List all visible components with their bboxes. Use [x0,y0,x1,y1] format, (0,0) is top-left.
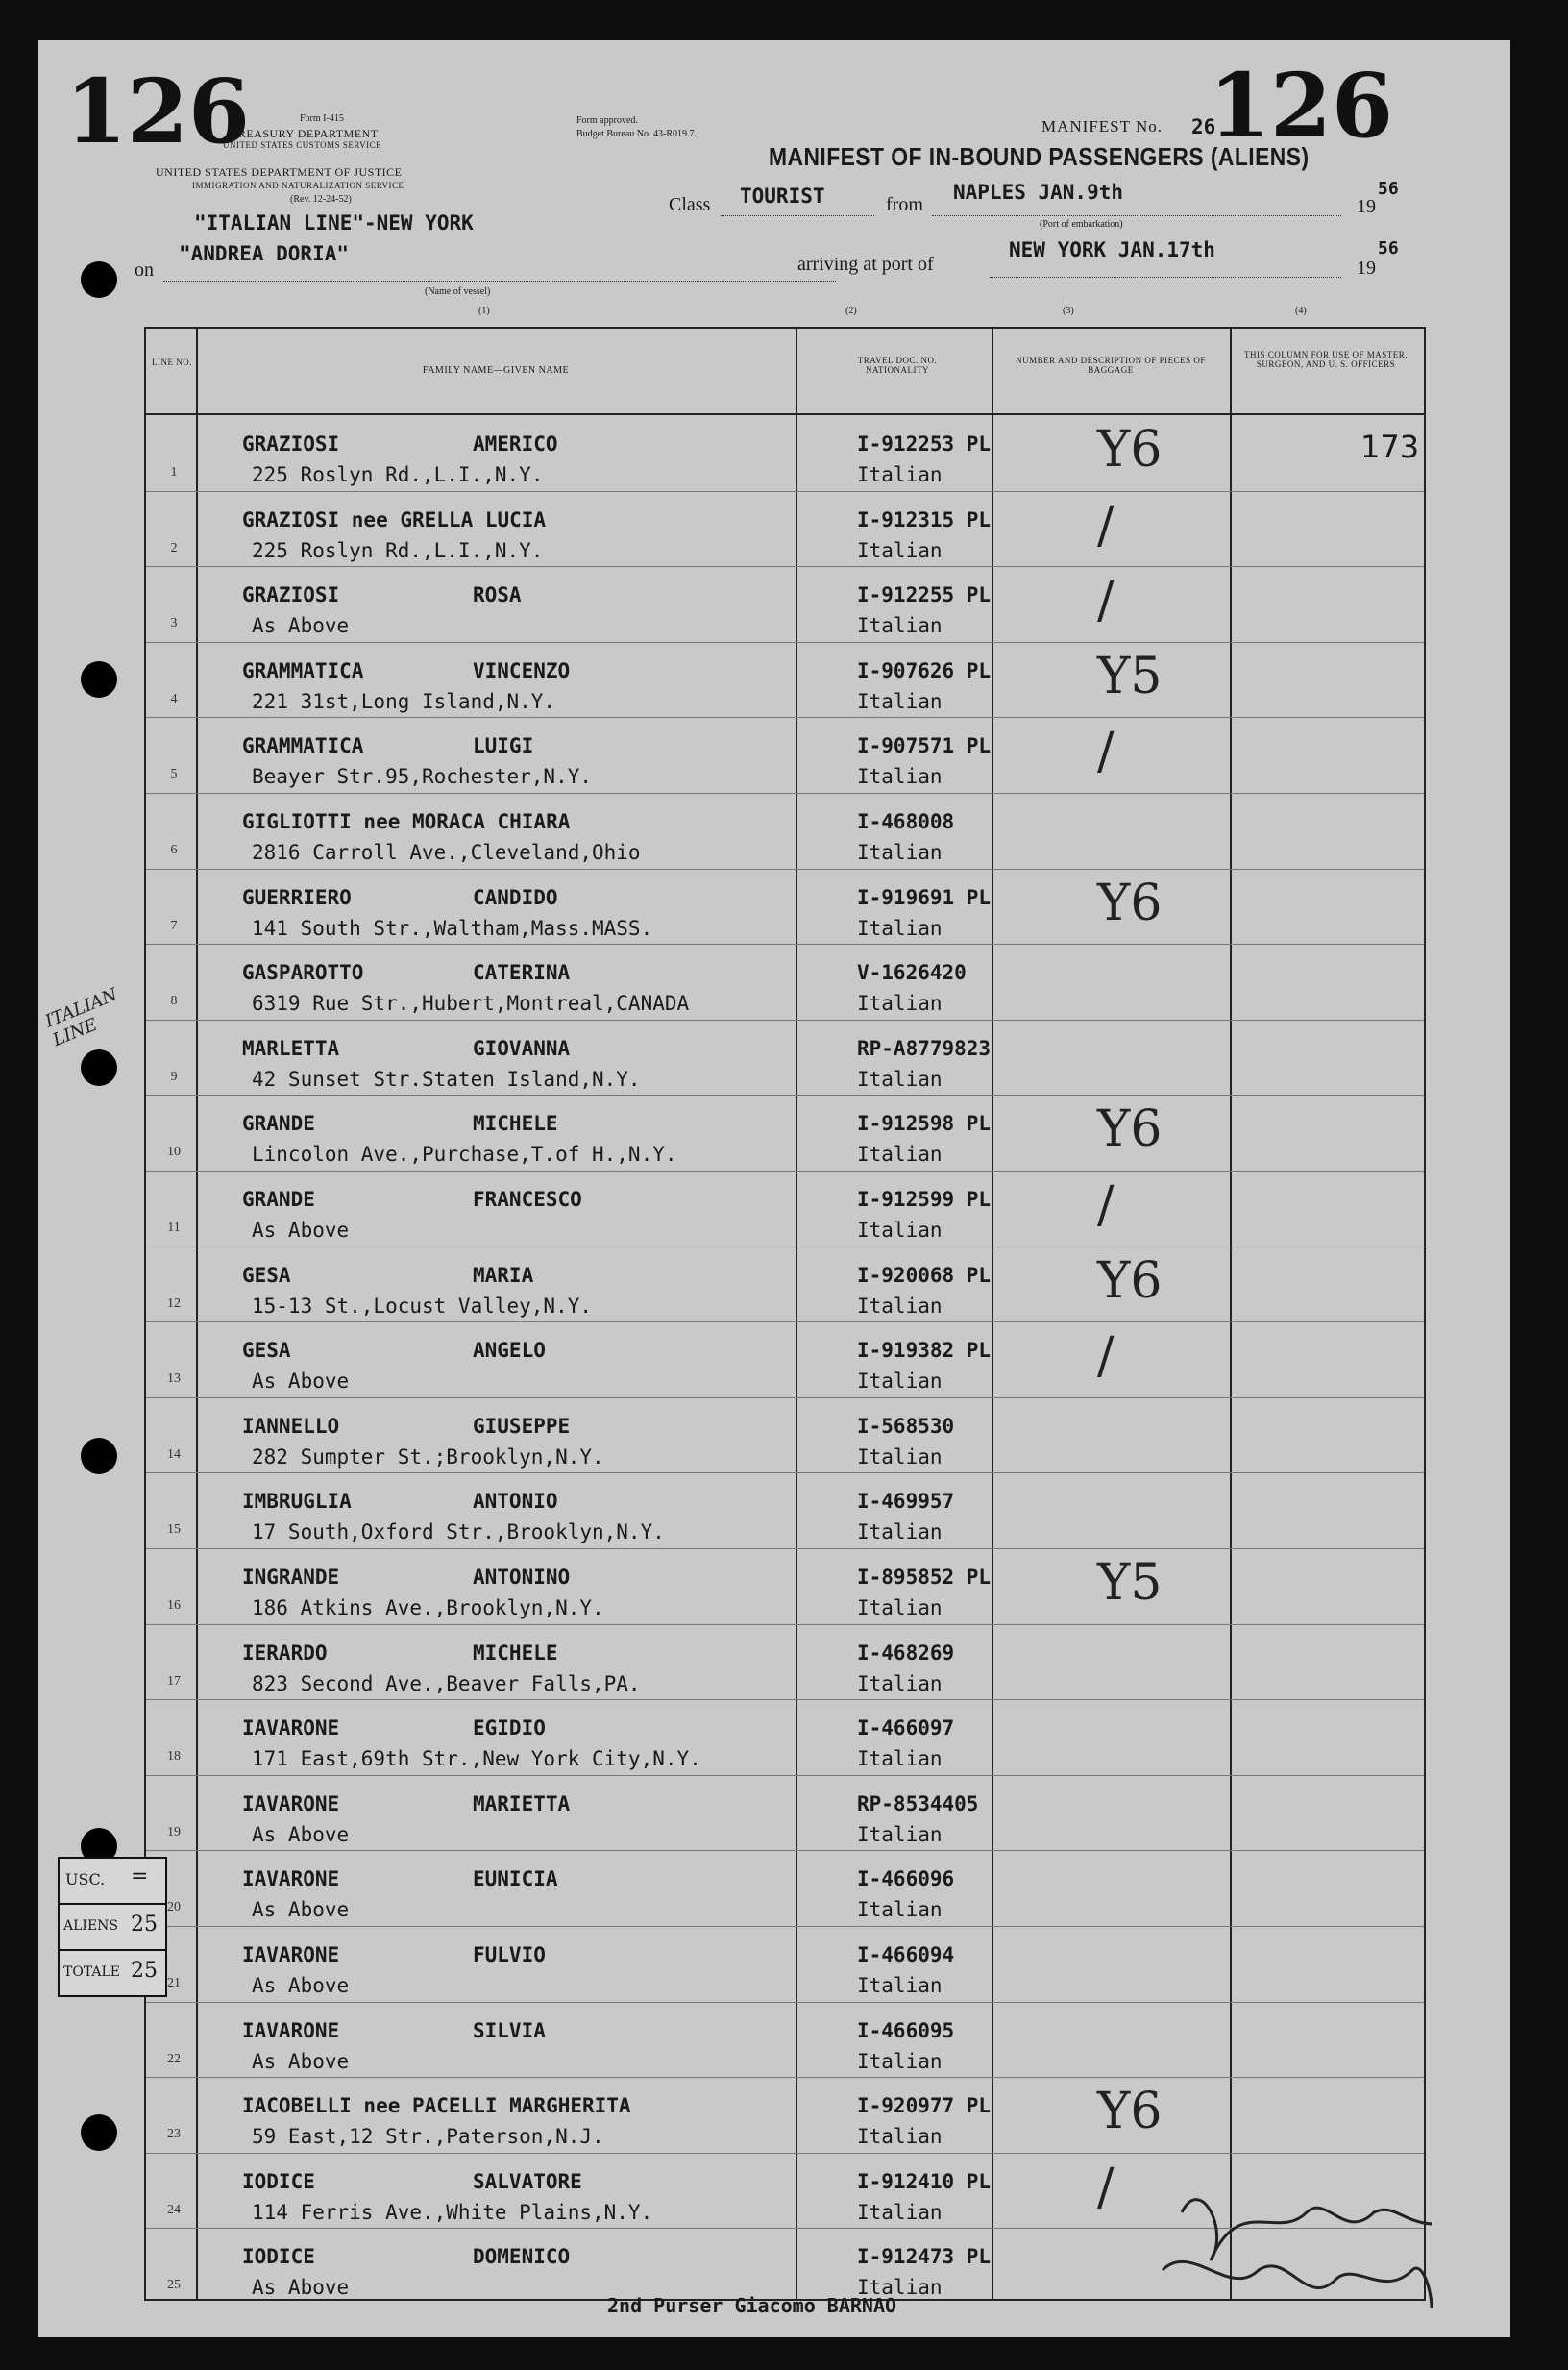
manifest-page [38,40,1510,2337]
line-number: 2 [170,540,178,555]
table-row [146,566,1424,643]
class-value: TOURIST [740,185,825,208]
given-name: SILVIA [473,2018,546,2042]
tally-usc-label: USC. [65,1870,106,1889]
year-prefix: 19 [1357,196,1376,217]
family-name: IAVARONE [242,2018,340,2042]
year-value-2: 56 [1378,238,1399,259]
nationality: Italian [857,1822,943,1846]
travel-doc: RP-8534405 [857,1791,979,1815]
officer-signature [1143,2155,1451,2328]
given-name: AMERICO [473,432,558,456]
purser-signature-line: 2nd Purser Giacomo BARNAO [607,2294,897,2317]
nationality: Italian [857,1294,943,1318]
tally-aliens [58,1903,167,1951]
table-row [146,717,1424,794]
travel-doc: I-919382 PL [857,1339,992,1363]
family-name: GRAZIOSI nee GRELLA LUCIA [242,507,547,531]
travel-doc: I-568530 [857,1414,955,1438]
vessel-underline [163,281,836,282]
family-name: GESA [242,1339,291,1363]
family-name: GRAZIOSI [242,432,340,456]
address: 221 31st,Long Island,N.Y. [252,689,556,713]
baggage-mark: / [1097,723,1115,781]
table-row [146,1020,1424,1097]
table-row [146,2077,1424,2154]
line-number: 16 [167,1598,181,1613]
revision-label: (Rev. 12-24-52) [290,194,352,205]
address: As Above [252,614,350,638]
given-name: VINCENZO [473,658,571,682]
address: As Above [252,1898,350,1922]
given-name: CANDIDO [473,885,558,909]
line-number: 7 [170,918,178,933]
address: 42 Sunset Str.Staten Island,N.Y. [252,1067,641,1091]
nationality: Italian [857,1898,943,1922]
family-name: IODICE [242,2169,315,2193]
address: As Above [252,1219,350,1242]
col-header-line-no: LINE NO. [152,358,192,367]
travel-doc: I-466095 [857,2018,955,2042]
address: As Above [252,1974,350,1997]
travel-doc: I-466096 [857,1867,955,1891]
tally-aliens-label: ALIENS [63,1918,118,1934]
col-number-1: (1) [478,306,490,316]
travel-doc: RP-A8779823 [857,1036,992,1060]
travel-doc: I-895852 PL [857,1566,992,1589]
table-row [146,793,1424,870]
travel-doc: I-912599 PL [857,1188,992,1211]
tally-total-value: 25 [131,1959,158,1983]
travel-doc: I-466097 [857,1716,955,1740]
given-name: MICHELE [473,1641,558,1665]
family-name: GRAMMATICA [242,658,364,682]
nationality: Italian [857,2125,943,2149]
col-header-travel-doc: TRAVEL DOC. NO. NATIONALITY [857,356,938,375]
travel-doc: I-920977 PL [857,2094,992,2118]
address: As Above [252,2276,350,2300]
line-company: "ITALIAN LINE"-NEW YORK [194,211,474,235]
family-name: GRAZIOSI [242,583,340,607]
year-prefix-2: 19 [1357,258,1376,279]
family-name: GRANDE [242,1188,315,1211]
address: As Above [252,1822,350,1846]
address: 6319 Rue Str.,Hubert,Montreal,CANADA [252,992,690,1016]
travel-doc: I-919691 PL [857,885,992,909]
table-row [146,1624,1424,1701]
baggage-mark: / [1097,496,1115,555]
punch-hole [81,261,117,298]
travel-doc: I-920068 PL [857,1263,992,1287]
line-number: 21 [167,1976,181,1990]
travel-doc: I-468269 [857,1641,955,1665]
family-name: GRAMMATICA [242,734,364,758]
col-header-name: FAMILY NAME—GIVEN NAME [422,365,570,376]
family-name: IMBRUGLIA [242,1490,352,1514]
col-header-baggage: NUMBER AND DESCRIPTION OF PIECES OF BAGGAGE [1016,356,1206,375]
travel-doc: I-912255 PL [857,583,992,607]
vessel-name: "ANDREA DORIA" [179,242,350,265]
address: 171 East,69th Str.,New York City,N.Y. [252,1747,701,1771]
given-name: FULVIO [473,1943,546,1966]
line-number: 6 [170,843,178,857]
baggage-mark: Y6 [1097,421,1163,479]
address: 59 East,12 Str.,Paterson,N.J. [252,2125,604,2149]
table-row [146,2002,1424,2079]
table-row [146,1171,1424,1247]
nationality: Italian [857,916,943,940]
family-name: GESA [242,1263,291,1287]
year-value: 56 [1378,179,1399,199]
address: As Above [252,2049,350,2073]
line-number: 17 [167,1673,181,1689]
address: 225 Roslyn Rd.,L.I.,N.Y. [252,463,544,486]
table-row [146,1247,1424,1323]
line-number: 3 [170,616,178,631]
given-name: CATERINA [473,961,571,985]
line-number: 5 [170,767,178,782]
table-row [146,869,1424,946]
arriving-label: arriving at port of [797,254,934,275]
manifest-table [144,327,1426,2301]
nationality: Italian [857,1444,943,1469]
form-id: Form I-415 [300,113,344,124]
baggage-mark: Y6 [1097,874,1163,932]
travel-doc: I-907571 PL [857,734,992,758]
baggage-mark: Y6 [1097,2083,1163,2141]
line-number: 18 [167,1749,181,1765]
baggage-mark: / [1097,1176,1115,1234]
family-name: GIGLIOTTI nee MORACA CHIARA [242,810,571,833]
baggage-mark: Y5 [1097,1554,1163,1612]
table-row [146,1699,1424,1776]
nationality: Italian [857,1974,943,1997]
stamp-number-right: 126 [1209,54,1394,158]
nationality: Italian [857,463,943,486]
margin-note: ITALIAN LINE [42,984,121,1051]
nationality: Italian [857,2276,943,2300]
table-row [146,491,1424,568]
family-name: IERARDO [242,1641,328,1665]
table-row [146,415,1424,492]
family-name: IODICE [242,2245,315,2269]
passenger-rows [146,415,1424,2299]
officers-note: 173 [1360,429,1420,465]
line-number: 19 [167,1824,181,1839]
address: 282 Sumpter St.;Brooklyn,N.Y. [252,1444,604,1469]
travel-doc: I-912473 PL [857,2245,992,2269]
nationality: Italian [857,1671,943,1695]
baggage-mark: / [1097,572,1115,630]
punch-hole [81,1049,117,1086]
address: 17 South,Oxford Str.,Brooklyn,N.Y. [252,1520,665,1544]
given-name: ANTONIO [473,1490,558,1514]
line-number: 24 [167,2202,181,2217]
tally-usc [58,1857,167,1905]
given-name: DOMENICO [473,2245,571,2269]
class-underline [721,215,874,216]
family-name: GUERRIERO [242,885,352,909]
line-number: 11 [167,1221,181,1235]
travel-doc: I-912315 PL [857,507,992,531]
nationality: Italian [857,1520,943,1544]
arriving-value: NEW YORK JAN.17th [1009,238,1215,261]
budget-bureau: Budget Bureau No. 43-R019.7. [576,129,697,139]
table-row [146,1095,1424,1172]
address: 15-13 St.,Locust Valley,N.Y. [252,1294,593,1318]
address: 225 Roslyn Rd.,L.I.,N.Y. [252,538,544,562]
table-row [146,1321,1424,1398]
baggage-mark: Y6 [1097,1251,1163,1310]
tally-usc-value: = [131,1864,149,1889]
line-number: 22 [167,2051,181,2066]
justice-label: UNITED STATES DEPARTMENT OF JUSTICE [156,165,403,179]
given-name: MARIETTA [473,1791,571,1815]
address: 2816 Carroll Ave.,Cleveland,Ohio [252,841,641,864]
family-name: IAVARONE [242,1791,340,1815]
nationality: Italian [857,2200,943,2224]
given-name: EGIDIO [473,1716,546,1740]
table-row [146,944,1424,1021]
given-name: MICHELE [473,1112,558,1136]
family-name: IANNELLO [242,1414,340,1438]
form-approved: Form approved. [576,115,638,126]
address: 823 Second Ave.,Beaver Falls,PA. [252,1671,641,1695]
travel-doc: I-912410 PL [857,2169,992,2193]
class-label: Class [669,194,711,215]
nationality: Italian [857,1067,943,1091]
address: Lincolon Ave.,Purchase,T.of H.,N.Y. [252,1143,677,1167]
nationality: Italian [857,1143,943,1167]
family-name: MARLETTA [242,1036,340,1060]
nationality: Italian [857,689,943,713]
table-row [146,1926,1424,2003]
manifest-no-value: 26 [1191,115,1216,138]
given-name: MARIA [473,1263,534,1287]
table-row [146,1548,1424,1625]
given-name: ROSA [473,583,522,607]
line-number: 8 [170,994,178,1009]
on-label: on [135,259,154,281]
nationality: Italian [857,614,943,638]
line-number: 4 [170,691,178,706]
line-number: 14 [167,1446,181,1462]
line-number: 10 [167,1145,181,1160]
nationality: Italian [857,992,943,1016]
customs-label: UNITED STATES CUSTOMS SERVICE [223,140,382,150]
arriving-underline [990,277,1341,278]
nationality: Italian [857,2049,943,2073]
family-name: IAVARONE [242,1716,340,1740]
address: Beayer Str.95,Rochester,N.Y. [252,765,593,789]
baggage-mark: / [1097,2158,1115,2216]
given-name: GIOVANNA [473,1036,571,1060]
family-name: IACOBELLI nee PACELLI MARGHERITA [242,2094,631,2118]
tally-total-label: TOTALE [63,1964,121,1980]
baggage-mark: Y5 [1097,647,1163,705]
family-name: GASPAROTTO [242,961,364,985]
vessel-caption: (Name of vessel) [425,286,491,297]
travel-doc: I-469957 [857,1490,955,1514]
manifest-title: MANIFEST OF IN-BOUND PASSENGERS (ALIENS) [769,142,1310,171]
from-value: NAPLES JAN.9th [953,181,1124,204]
line-number: 25 [167,2278,181,2293]
line-number: 20 [167,1900,181,1915]
tally-total [58,1949,167,1997]
treasury-label: TREASURY DEPARTMENT [231,127,379,140]
nationality: Italian [857,1596,943,1619]
family-name: IAVARONE [242,1867,340,1891]
table-row [146,1775,1424,1852]
nationality: Italian [857,1370,943,1394]
manifest-no-label: MANIFEST No. [1041,117,1163,136]
table-row [146,1472,1424,1549]
travel-doc: I-912598 PL [857,1112,992,1136]
line-number: 15 [167,1522,181,1538]
line-number: 13 [167,1371,181,1387]
baggage-mark: Y6 [1097,1100,1163,1159]
given-name: ANTONINO [473,1566,571,1589]
col-header-officers: THIS COLUMN FOR USE OF MASTER, SURGEON, AND U. S. OFFICERS [1243,350,1409,369]
travel-doc: I-468008 [857,810,955,833]
family-name: IAVARONE [242,1943,340,1966]
address: 141 South Str.,Waltham,Mass.MASS. [252,916,653,940]
port-embarkation-label: (Port of embarkation) [1040,219,1123,230]
tally-aliens-value: 25 [131,1913,158,1937]
punch-hole [81,1438,117,1474]
given-name: EUNICIA [473,1867,558,1891]
line-number: 12 [167,1296,181,1311]
table-row [146,1397,1424,1474]
address: As Above [252,1370,350,1394]
col-number-2: (2) [845,306,857,316]
address: 114 Ferris Ave.,White Plains,N.Y. [252,2200,653,2224]
nationality: Italian [857,538,943,562]
line-number: 1 [170,465,178,480]
given-name: LUIGI [473,734,534,758]
given-name: FRANCESCO [473,1188,582,1211]
travel-doc: I-912253 PL [857,432,992,456]
travel-doc: V-1626420 [857,961,967,985]
nationality: Italian [857,765,943,789]
travel-doc: I-907626 PL [857,658,992,682]
baggage-mark: / [1097,1327,1115,1386]
family-name: INGRANDE [242,1566,340,1589]
immigration-label: IMMIGRATION AND NATURALIZATION SERVICE [192,181,404,190]
address: 186 Atkins Ave.,Brooklyn,N.Y. [252,1596,604,1619]
nationality: Italian [857,1219,943,1242]
punch-hole [81,2114,117,2151]
punch-hole [81,661,117,698]
from-label: from [886,194,923,215]
stamp-number-left: 126 [65,60,251,163]
line-number: 23 [167,2127,181,2142]
given-name: ANGELO [473,1339,546,1363]
given-name: GIUSEPPE [473,1414,571,1438]
nationality: Italian [857,1747,943,1771]
line-number: 9 [170,1069,178,1084]
nationality: Italian [857,841,943,864]
table-row [146,642,1424,719]
travel-doc: I-466094 [857,1943,955,1966]
given-name: SALVATORE [473,2169,582,2193]
table-row [146,1850,1424,1927]
from-underline [932,215,1341,216]
col-number-3: (3) [1063,306,1074,316]
family-name: GRANDE [242,1112,315,1136]
col-number-4: (4) [1295,306,1307,316]
